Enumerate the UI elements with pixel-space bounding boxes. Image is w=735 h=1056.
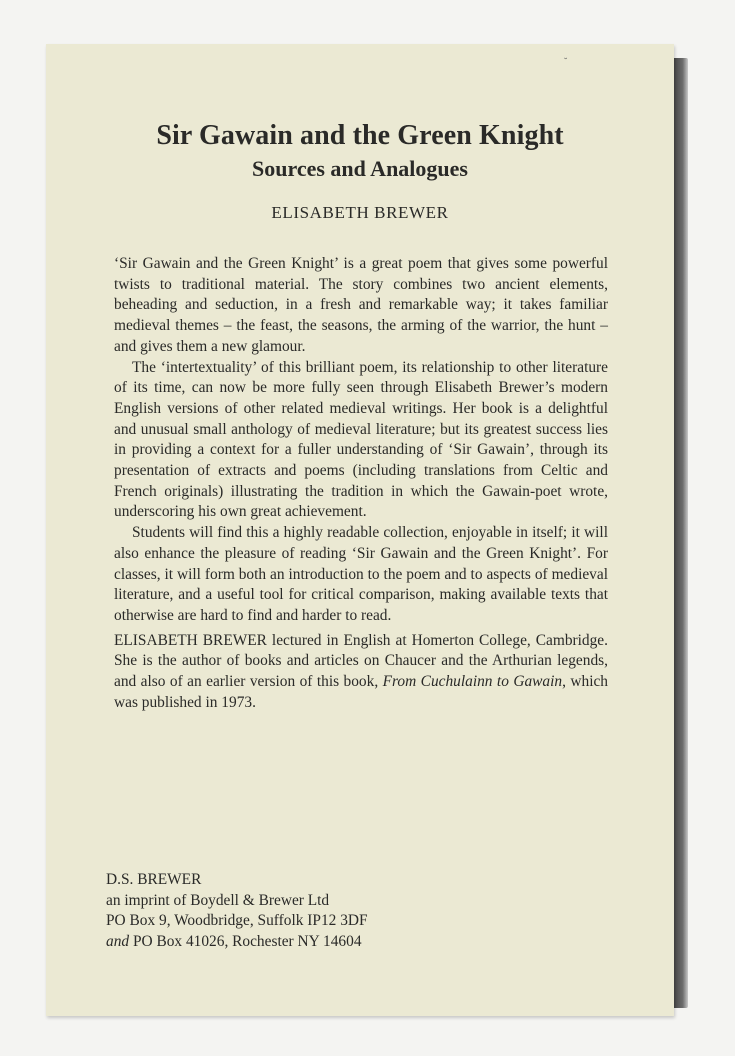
author-name: ELISABETH BREWER — [271, 203, 449, 222]
publisher-imprint — [106, 870, 526, 952]
author-bio — [114, 631, 608, 714]
dust-jacket-back-cover — [46, 44, 674, 1016]
publisher-imprint-line: an imprint of Boydell & Brewer Ltd — [106, 891, 330, 909]
bio-text-2: , which was published in 1973. — [114, 673, 608, 711]
corner-mark: ˘ — [564, 57, 568, 68]
publisher-address-uk: PO Box 9, Woodbridge, Suffolk IP12 3DF — [106, 912, 368, 929]
book-title: Sir Gawain and the Green Knight — [156, 120, 564, 151]
publisher-address-us — [106, 932, 526, 953]
address-us-text: PO Box 41026, Rochester NY 14604 — [129, 932, 362, 950]
bio-author-name: ELISABETH BREWER — [114, 631, 267, 649]
publisher-name: D.S. BREWER — [106, 871, 202, 888]
blurb-paragraph-2: The ‘intertextuality’ of this brilliant poem, its relationship to other literature of its time, can now be more fully seen through Elisabeth Brewer’s modern English versions of other related medieval writings. Her book is a delightful and unusual small anthology of medieval literature; but its greatest success lies in providing a context for a fuller understanding of ‘Sir Gawain’, through its presentation of extracts and poems (including translations from Celtic and French originals) illustrating the tradition in which the Gawain-poet wrote, underscoring his own great achievement. — [114, 358, 608, 521]
bio-text-1: lectured in English at Homerton College, Cambridge. She is the author of books and articles on Chaucer and the Arthurian legends, and also of an earlier version of this book, — [114, 631, 608, 691]
blurb-paragraph-3: Students will find this a highly readable collection, enjoyable in itself; it will also enhance the pleasure of reading ‘Sir Gawain and the Green Knight’. For classes, it will form both an introduction to the poem and to aspects of medieval literature, and a useful tool for critical comparison, making available texts that otherwise are hard to find and harder to read. — [114, 524, 608, 624]
bio-book-title: From Cuchulainn to Gawain — [382, 673, 563, 691]
blurb-paragraph-1: ‘Sir Gawain and the Green Knight’ is a great poem that gives some powerful twists to traditional material. The story combines two ancient elements, beheading and seduction, in a fresh and remarkable way; it takes familiar medieval themes – the feast, the seasons, the arming of the warrior, the hunt – and gives them a new glamour. — [114, 255, 608, 355]
blurb-text — [114, 254, 608, 713]
book-subtitle: Sources and Analogues — [252, 156, 468, 181]
address-and-word: and — [106, 932, 130, 950]
